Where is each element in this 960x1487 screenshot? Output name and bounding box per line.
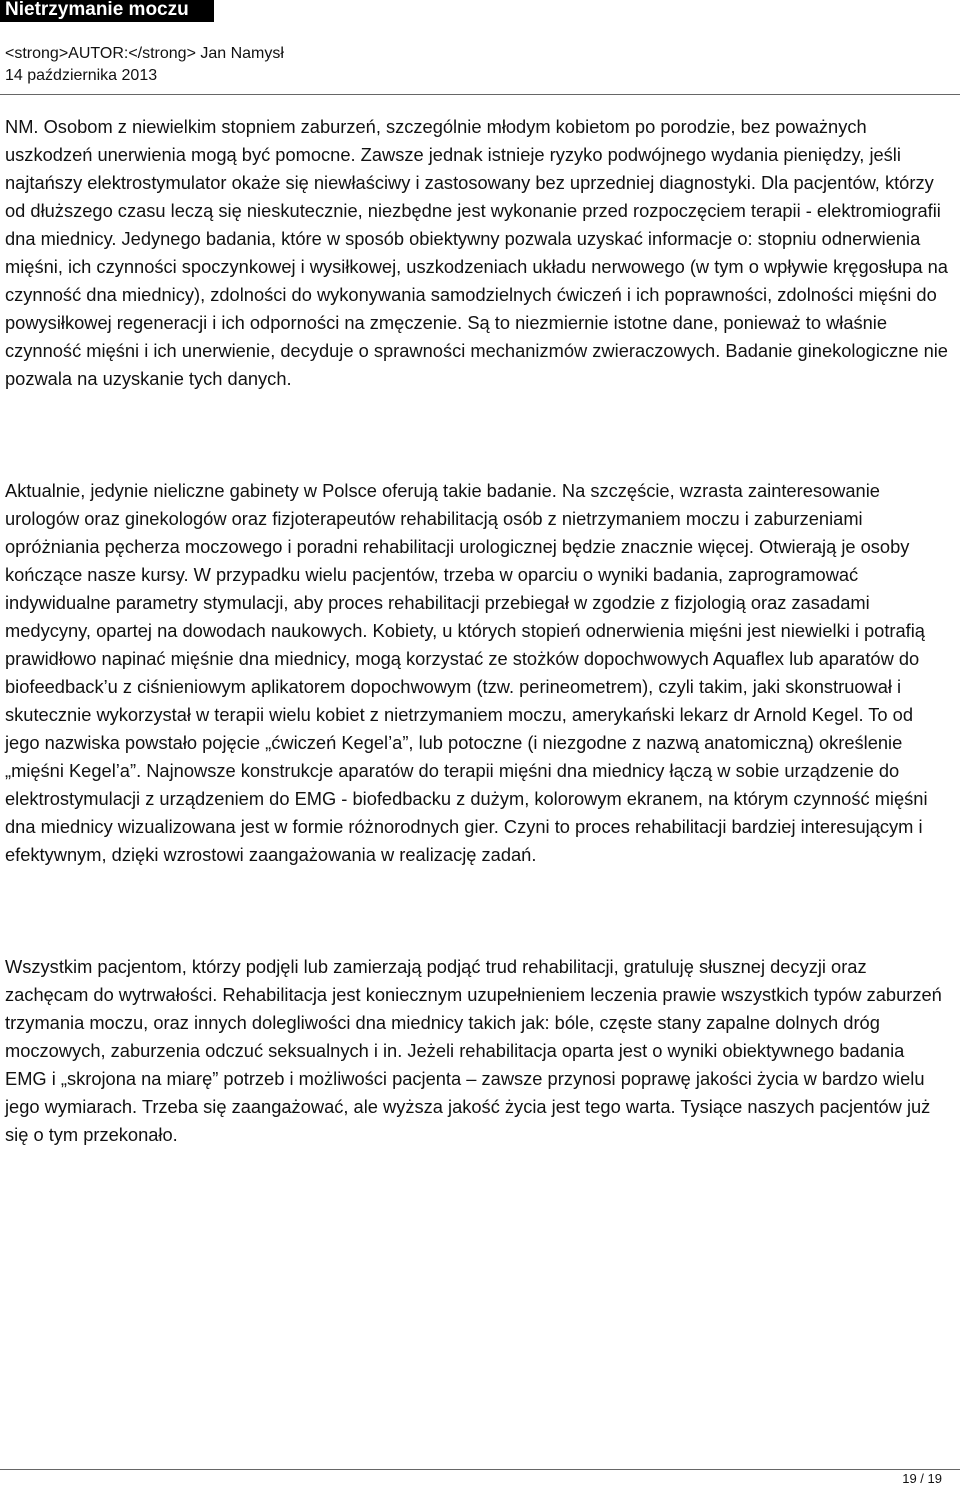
- paragraph-closing-remarks: Wszystkim pacjentom, którzy podjęli lub zamierzają podjąć trud rehabilitacji, gratuluję słusznej decyzji oraz zachęcam do wytrwałości. Rehabilitacja jest koniecznym uzupełnieniem leczenia prawie wszystkich typów zaburzeń trzymania moczu, oraz innych dolegliwości dna miednicy takich jak: bóle, częste stany zapalne dolnych dróg moczowych, zaburzenia odczuć seksualnych i in. Jeżeli rehabilitacja oparta jest o wyniki obiektywnego badania EMG i „skrojona na miarę” potrzeb i możliwości pacjenta – zawsze przynosi poprawę jakości życia w bardzo wielu jego wymiarach. Trzeba się zaangażować, ale wyższa jakość życia jest tego warta. Tysiące naszych pacjentów już się o tym przekonało.: [5, 956, 942, 1145]
- article-body: [5, 113, 951, 1149]
- document-title: Nietrzymanie moczu: [5, 0, 189, 20]
- document-header: [0, 0, 960, 94]
- author-line: <strong>AUTOR:</strong> Jan Namysł: [5, 45, 284, 62]
- header-divider: [0, 94, 960, 95]
- footer-divider: [0, 1469, 960, 1470]
- paragraph-emg-diagnostics: NM. Osobom z niewielkim stopniem zaburzeń, szczególnie młodym kobietom po porodzie, bez poważnych uszkodzeń unerwienia mogą być pomocne. Zawsze jednak istnieje ryzyko podwójnego wydania pieniędzy, jeśli najtańszy elektrostymulator okaże się niewłaściwy i zastosowany bez uprzedniej diagnostyki. Dla pacjentów, którzy od dłuższego czasu leczą się nieskutecznie, niezbędne jest wykonanie przed rozpoczęciem terapii - elektromiografii dna miednicy. Jedynego badania, które w sposób obiektywny pozwala uzyskać informacje o: stopniu odnerwienia mięśni, ich czynności spoczynkowej i wysiłkowej, uszkodzeniach układu nerwowego (w tym o wpływie kręgosłupa na czynność dna miednicy), zdolności do wykonywania samodzielnych ćwiczeń i ich poprawności, zdolności mięśni do powysiłkowej regeneracji i ich odporności na zmęczenie. Są to niezmiernie istotne dane, ponieważ to właśnie czynność mięśni i ich unerwienie, decyduje o sprawności mechanizmów zwieraczowych. Badanie ginekologiczne nie pozwala na uzyskanie tych danych.: [5, 116, 948, 389]
- paragraph-rehabilitation-methods: Aktualnie, jedynie nieliczne gabinety w Polsce oferują takie badanie. Na szczęście, wzrasta zainteresowanie urologów oraz ginekologów oraz fizjoterapeutów rehabilitacją osób z nietrzymaniem moczu i zaburzeniami opróżniania pęcherza moczowego i poradni rehabilitacji urologicznej będzie znacznie więcej. Otwierają je osoby kończące nasze kursy. W przypadku wielu pacjentów, trzeba w oparciu o wyniki badania, zaprogramować indywidualne parametry stymulacji, aby proces rehabilitacji przebiegał w zgodzie z fizjologią oraz zasadami medycyny, opartej na dowodach naukowych. Kobiety, u których stopień odnerwienia mięśni jest niewielki i potrafią prawidłowo napinać mięśnie dna miednicy, mogą korzystać ze stożków dopochwowych Aquaflex lub aparatów do biofeedback’u z ciśnieniowym aplikatorem dopochwowym (tzw. perineometrem), czyli takim, jaki skonstruował i skutecznie wykorzystał w terapii wielu kobiet z nietrzymaniem moczu, amerykański lekarz dr Arnold Kegel. To od jego nazwiska powstało pojęcie „ćwiczeń Kegel’a”, lub potoczne (i niezgodne z nazwą anatomiczną) określenie „mięśni Kegel’a”. Najnowsze konstrukcje aparatów do terapii mięśni dna miednicy łączą w sobie urządzenie do elektrostymulacji z urządzeniem do EMG - biofedbacku z dużym, kolorowym ekranem, na którym czynność mięśni dna miednicy wizualizowana jest w formie różnorodnych gier. Czyni to proces rehabilitacji bardziej interesującym i efektywnym, dzięki wzrostowi zaangażowania w realizację zadań.: [5, 480, 928, 865]
- page-number: 19 / 19: [902, 1471, 942, 1486]
- publication-date: 14 października 2013: [5, 67, 158, 84]
- title-bar: [0, 0, 214, 22]
